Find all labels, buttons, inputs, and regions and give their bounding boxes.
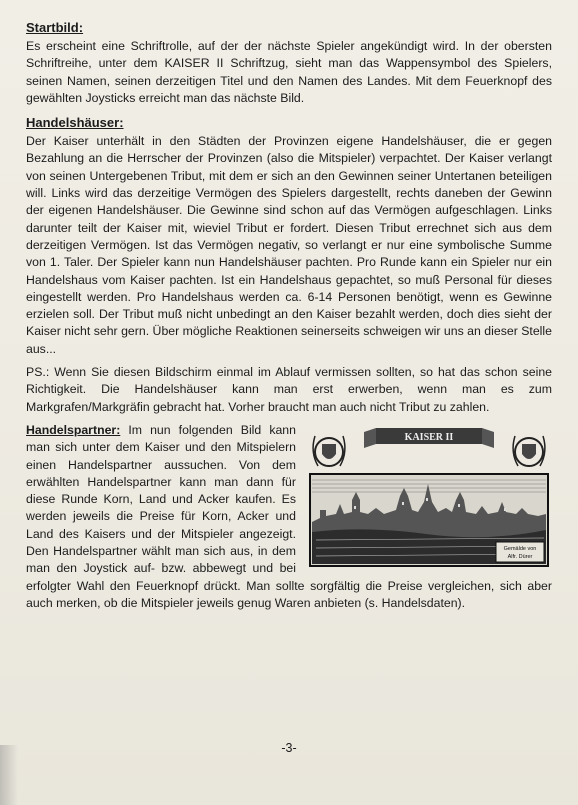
banner-text: KAISER II (404, 431, 454, 443)
page-number: -3- (281, 741, 297, 755)
right-crest-icon (513, 436, 545, 466)
handelspartner-text: Im nun folgenden Bild kann man sich unter dem Kaiser und den Mitspielern einen Handelspartner aussuchen. Von dem erwählten Handelspartner kann man dann für diese Runde Korn, Land und Acker kaufen. Es werden jeweils die Preise für Korn, Acker und Land des Kaisers und der Mitspieler angezeigt. Den Handelspartner wählt man sich aus, in dem man den Joystick auf- bzw. abbewegt und bei erfolgter Wahl den Feuerknopf drückt. Man sollte sorgfältig die Preise vergleichen, sich aber auch merken, ob die Mitspieler jeweils genug Waren anbieten (s. Handelsdaten). (26, 422, 552, 610)
caption-line-2: Alfr. Dürer (507, 553, 533, 560)
ps-label: PS.: (26, 365, 50, 380)
city-engraving-icon (306, 422, 552, 570)
handelspartner-section (26, 422, 552, 612)
paragraph-startbild: Es erscheint eine Schriftrolle, auf der der nächste Spieler angekündigt wird. In der obersten Schriftreihe, unter dem KAISER II Schriftzug, sieht man das Wappensymbol des Spielers, seinen Namen, seinen derzeitigen Titel und den Namen des Landes. Mit dem Feuerknopf des gewählten Joysticks erreicht man das nächste Bild. (26, 39, 552, 105)
heading-startbild: Startbild: (26, 20, 84, 35)
banner-scroll (364, 428, 494, 448)
paragraph-handelshaeuser: Der Kaiser unterhält in den Städten der Provinzen eigene Handelshäuser, die er gegen Bezahlung an die Herrscher der Provinzen (also die Mitspieler) verpachtet. Der Kaiser verlangt von seinen Untergebenen Tribut, mit dem er sich an den Gewinnen seiner Untertanen beteiligen will. Links wird das derzeitige Vermögen des Spielers dargestellt, rechts daneben der Gewinn der eigenen Handelshäuser. Die Gewinne sind schon auf das Vermögen aufgeschlagen. Links darunter teilt der Kaiser mit, wieviel Tribut er fordert. Diesen Tribut errechnet sich aus dem derzeitigen Vermögen. Ist das Vermögen negativ, so verlangt er nur eine symbolische Summe von 1. Taler. Der Spieler kann nun Handelshäuser pachten. Pro Runde kann ein Spieler nur ein Handelshaus vom Kaiser pachten. Ist ein Handelshaus gepachtet, so muß Personal für dieses eingestellt werden. Pro Handelshaus werden ca. 6-14 Personen benötigt, wenn es Gewinne erzielen soll. Der Tribut muß nicht unbedingt an den Kaiser bezahlt werden, doch dies sieht der Kaiser nicht sehr gern. Über mögliche Reaktionen seinerseits schweigen wir uns an dieser Stelle aus... (26, 134, 552, 356)
paragraph-ps (26, 364, 552, 416)
heading-handelspartner: Handelspartner: (26, 422, 121, 437)
heading-handelshaeuser: Handelshäuser: (26, 115, 124, 131)
ps-text: Wenn Sie diesen Bildschirm einmal im Ablauf vermissen sollten, so hat das schon seine Richtigkeit. Die Handelshäuser kann man erst erwerben, wenn man es zum Markgrafen/Markgräfin gebracht hat. Vorher braucht man auch nicht Tribut zu zahlen. (26, 365, 552, 414)
left-crest-icon (313, 436, 345, 466)
page-content (26, 18, 552, 618)
scan-edge-shadow (0, 745, 18, 805)
caption-line-1: Gemälde von (503, 545, 537, 552)
city-illustration (306, 422, 552, 570)
